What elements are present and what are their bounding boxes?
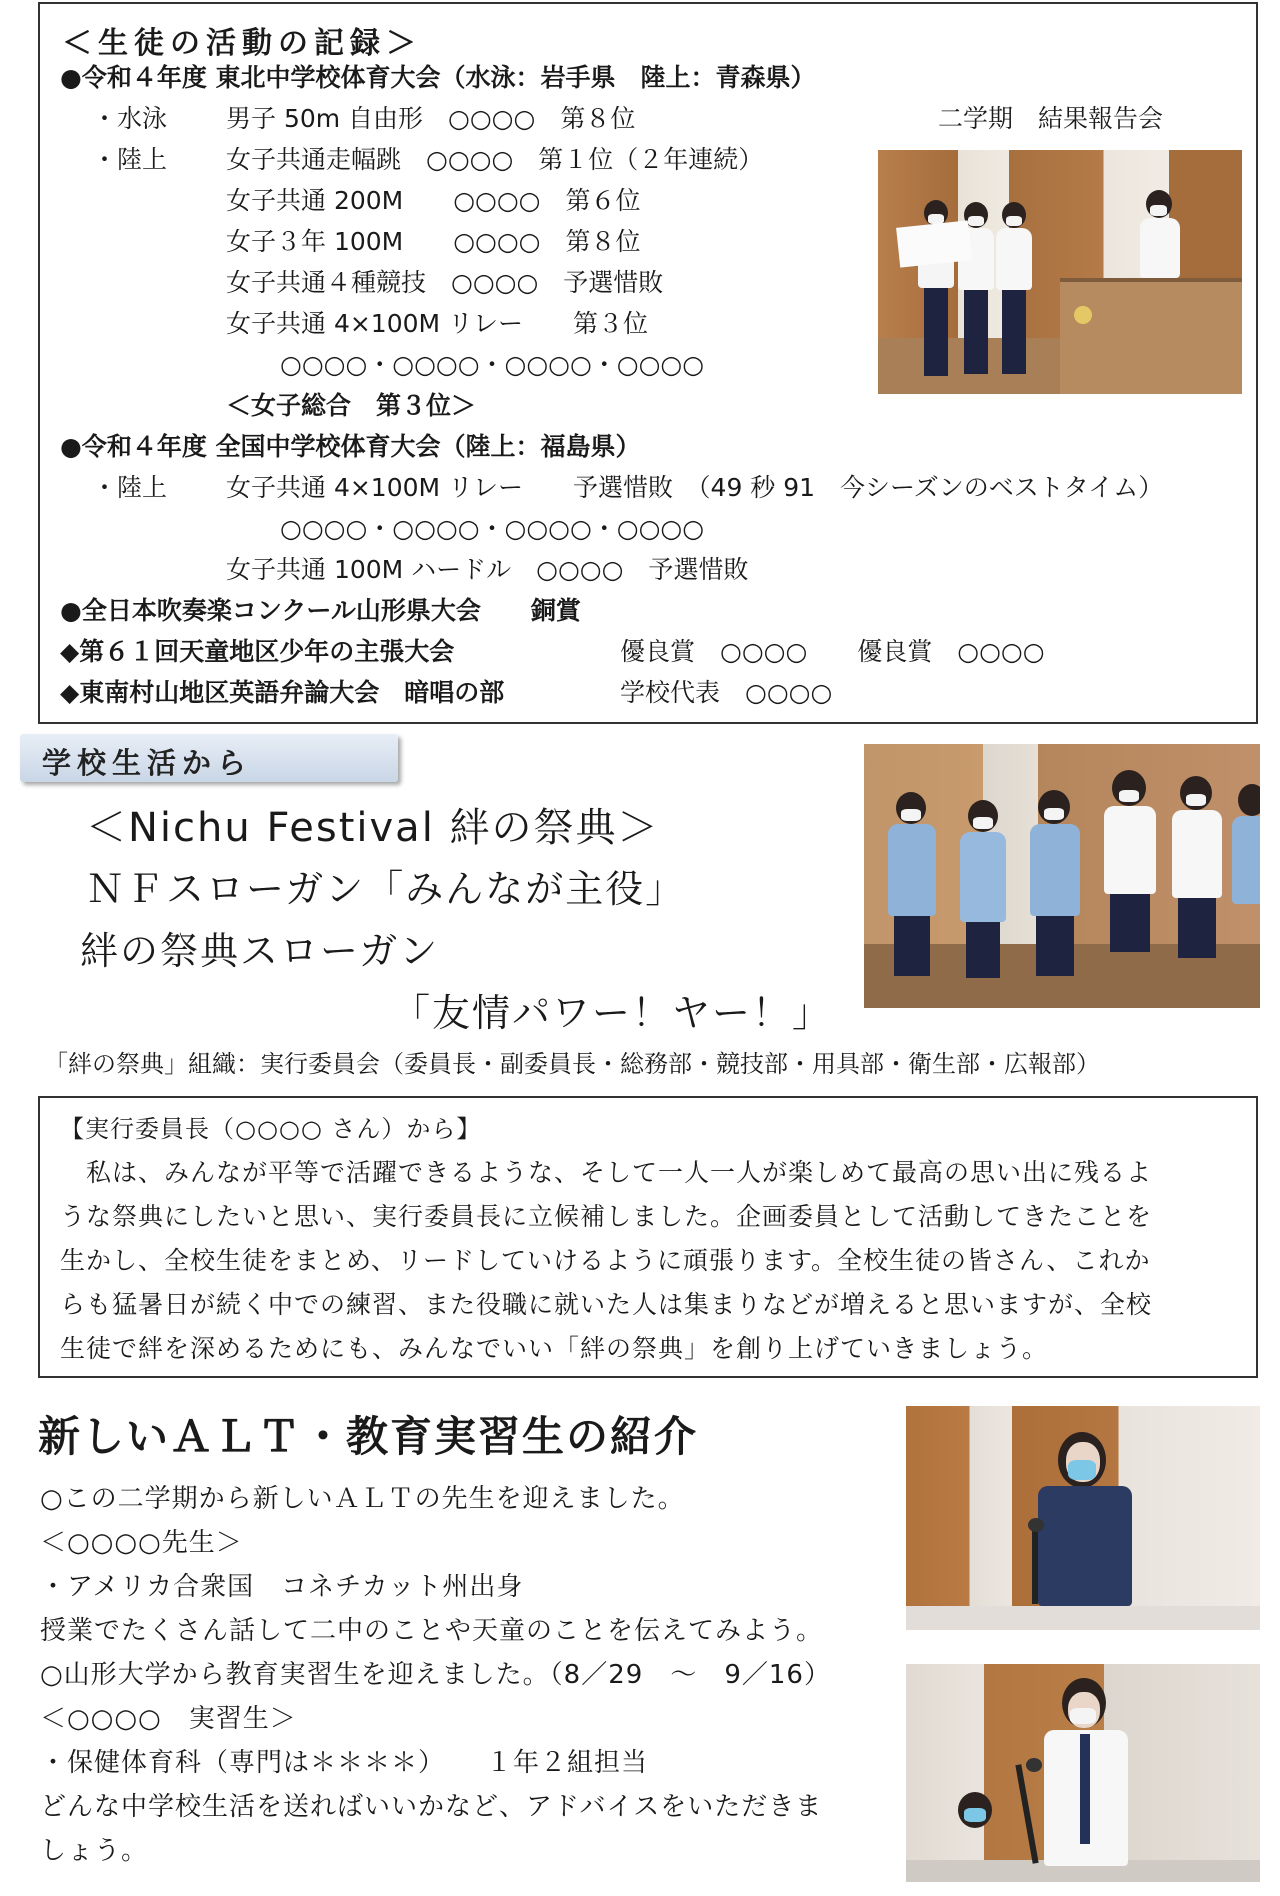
- track-label: ・陸上: [92, 473, 168, 502]
- alt-line: ・保健体育科（専門は＊＊＊＊） １年２組担当: [40, 1748, 649, 1778]
- alt-line: しょう。: [40, 1836, 149, 1866]
- alt-line: ＜○○○○ 実習生＞: [40, 1704, 297, 1734]
- kizuna-slogan: 「友情パワー！ヤー！」: [392, 991, 833, 1035]
- english-contest-heading: ◆東南村山地区英語弁論大会 暗唱の部: [60, 678, 505, 707]
- nf-slogan: ＮＦスローガン「みんなが主役」: [86, 867, 686, 911]
- swim-label: ・水泳: [92, 104, 168, 133]
- alt-line: どんな中学校生活を送ればいいかなど、アドバイスをいただきま: [40, 1792, 823, 1822]
- records-title: ＜生徒の活動の記録＞: [62, 26, 422, 61]
- alt-line: ○この二学期から新しいＡＬＴの先生を迎えました。: [40, 1484, 685, 1514]
- message-line: 生徒で絆を深めるためにも、みんなでいい「絆の祭典」を創り上げていきましょう。: [60, 1334, 1049, 1363]
- school-life-label-text: 学校生活から: [42, 746, 253, 780]
- record-line: 女子共通 200M ○○○○ 第６位: [226, 186, 641, 215]
- relay-members: ○○○○・○○○○・○○○○・○○○○: [280, 350, 705, 379]
- record-line: 女子共通走幅跳 ○○○○ 第１位（２年連続）: [226, 145, 764, 174]
- track-label: ・陸上: [92, 145, 168, 174]
- school-life-tab-label: [20, 734, 398, 782]
- english-contest-result: 学校代表 ○○○○: [620, 678, 833, 707]
- report-meeting-photo: [878, 150, 1242, 394]
- alt-teacher-photo: [906, 1406, 1260, 1630]
- band-contest-result: ●全日本吹奏楽コンクール山形県大会 銅賞: [60, 596, 581, 625]
- kizuna-slogan-label: 絆の祭典スローガン: [80, 929, 440, 973]
- record-line: 女子共通 100M ハードル ○○○○ 予選惜敗: [226, 555, 749, 584]
- message-heading: 【実行委員長（○○○○ さん）から】: [60, 1115, 482, 1143]
- festival-committee-photo: [864, 744, 1260, 1008]
- record-line: 男子 50m 自由形 ○○○○ 第８位: [226, 104, 636, 133]
- speech-contest-result: 優良賞 ○○○○ 優良賞 ○○○○: [620, 637, 1045, 666]
- record-line: 女子３年 100M ○○○○ 第８位: [226, 227, 641, 256]
- relay-members: ○○○○・○○○○・○○○○・○○○○: [280, 514, 705, 543]
- student-teacher-photo: [906, 1664, 1260, 1882]
- message-line: らも猛暑日が続く中での練習、また役職に就いた人は集まりなどが増えると思いますが、全校: [60, 1290, 1153, 1319]
- alt-line: ＜○○○○先生＞: [40, 1528, 243, 1558]
- message-line: 生かし、全校生徒をまとめ、リードしていけるように頑張ります。全校生徒の皆さん、これか: [60, 1246, 1151, 1275]
- message-line: うな祭典にしたいと思い、実行委員長に立候補しました。企画委員として活動してきたことを: [60, 1202, 1153, 1231]
- alt-section-title: 新しいＡＬＴ・教育実習生の紹介: [38, 1412, 699, 1461]
- festival-title: ＜Nichu Festival 絆の祭典＞: [86, 805, 660, 851]
- committee-chair-message-box: [38, 1096, 1258, 1378]
- national-meet-heading: ●令和４年度 全国中学校体育大会（陸上：福島県）: [60, 432, 641, 461]
- alt-line: ・アメリカ合衆国 コネチカット州出身: [40, 1572, 524, 1602]
- speech-contest-heading: ◆第６１回天童地区少年の主張大会: [60, 637, 455, 666]
- alt-line: 授業でたくさん話して二中のことや天童のことを伝えてみよう。: [40, 1616, 824, 1646]
- girls-overall-result: ＜女子総合 第３位＞: [226, 391, 477, 420]
- alt-line: ○山形大学から教育実習生を迎えました。（8／29 ～ 9／16）: [40, 1660, 831, 1690]
- record-line: 女子共通 4×100M リレー 第３位: [226, 309, 649, 338]
- message-line: 私は、みんなが平等で活躍できるような、そして一人一人が楽しめて最高の思い出に残るよ: [60, 1158, 1153, 1187]
- record-line: 女子共通４種競技 ○○○○ 予選惜敗: [226, 268, 664, 297]
- festival-organization: 「絆の祭典」組織：実行委員会（委員長・副委員長・総務部・競技部・用具部・衛生部・広報部）: [44, 1050, 1100, 1078]
- activity-records-box: [38, 2, 1258, 724]
- record-line: 女子共通 4×100M リレー 予選惜敗 （49 秒 91 今シーズンのベストタイム）: [226, 473, 1164, 502]
- photo-caption: 二学期 結果報告会: [938, 104, 1164, 133]
- tohoku-meet-heading: ●令和４年度 東北中学校体育大会（水泳：岩手県 陸上：青森県）: [60, 63, 816, 92]
